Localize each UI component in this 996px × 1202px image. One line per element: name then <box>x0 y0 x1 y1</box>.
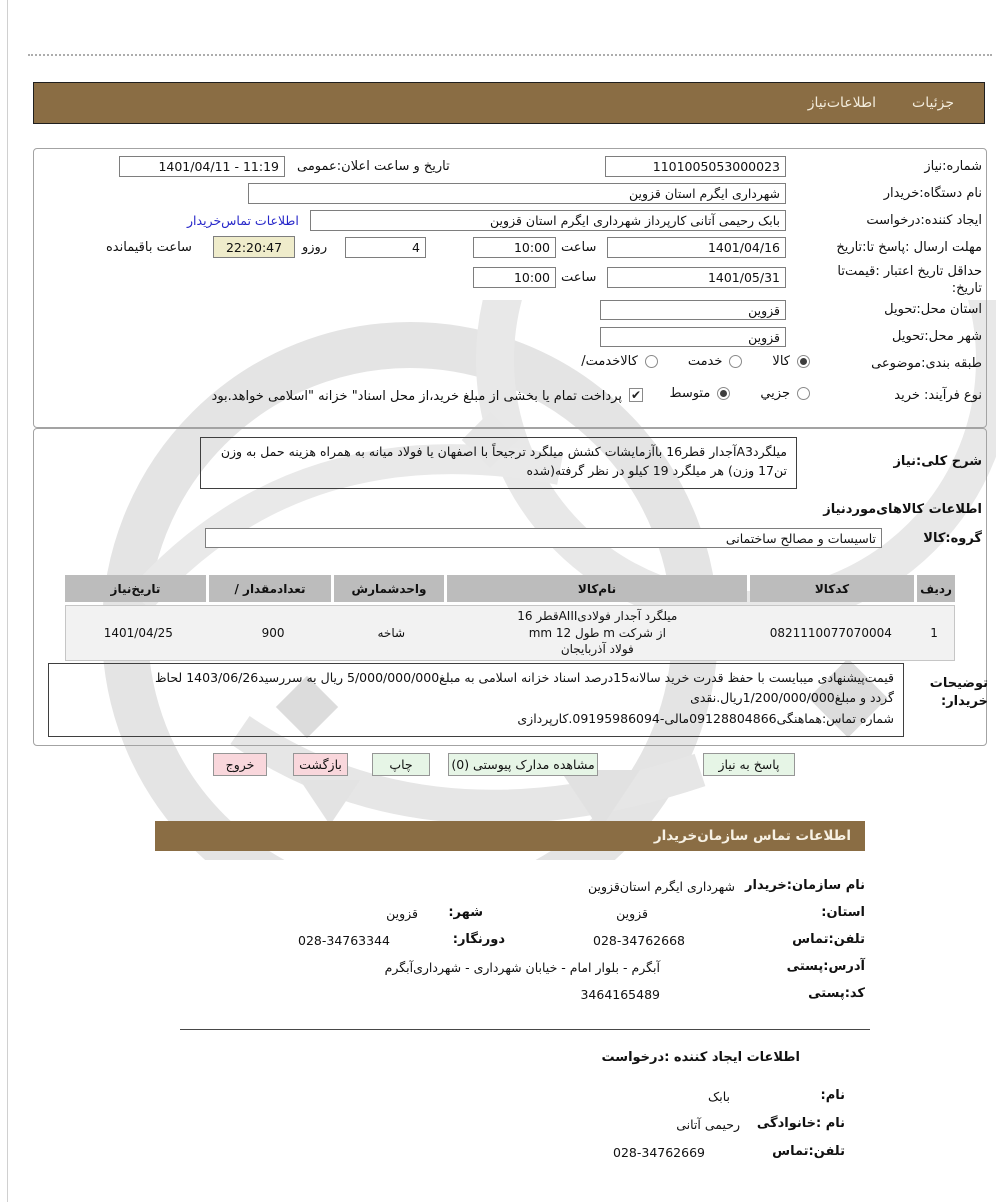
cell-item-code: 0821110077070004 <box>769 625 892 640</box>
cell-item-name: میلگرد آجدار فولادیAIIIقطر 16 mm طول 12 m از شرکت فولاد آذربایجان <box>517 608 678 657</box>
process-option-medium-label: متوسط <box>669 386 711 401</box>
category-option-goods[interactable] <box>772 354 810 369</box>
radio-medium-icon[interactable] <box>717 387 730 400</box>
cell-quantity: 900 <box>261 625 285 640</box>
treasury-payment-checkbox[interactable] <box>629 388 643 402</box>
subject-category-options <box>581 354 810 369</box>
validity-hour-label: ساعت <box>561 270 597 285</box>
exit-button[interactable]: خروج <box>213 753 267 776</box>
org-phone-value: 028-34762668 <box>593 933 685 948</box>
org-address-value: آبگرم - بلوار امام - خیابان شهرداری - شهرداری‌آبگرم <box>384 960 660 975</box>
tab-bar <box>33 82 985 124</box>
attachments-button[interactable]: مشاهده مدارک پیوستی (0) <box>448 753 598 776</box>
org-name-value: شهرداری ایگرم استان‌قزوین <box>587 879 735 894</box>
subject-category-label: طبقه بندی:موضوعی <box>871 356 982 371</box>
creator-last-name-value: رحیمی آتانی <box>676 1117 740 1132</box>
price-validity-date-field[interactable]: 1401/05/31 <box>607 267 786 288</box>
table-row[interactable] <box>65 605 955 661</box>
tab-details[interactable]: جزئیات <box>912 95 954 111</box>
price-validity-label-line2: تاریخ: <box>951 281 982 296</box>
countdown-timer: 22:20:47 <box>213 236 295 258</box>
need-description-label: شرح کلی:نیاز <box>893 454 982 469</box>
request-number-label: شماره:نیاز <box>924 159 982 174</box>
remarks-line: شماره تماس:هماهنگی09128804866مالی-09195986094.کارپردازی <box>517 710 894 726</box>
announce-datetime-field[interactable]: 11:19 - 1401/04/11 <box>119 156 285 177</box>
org-contact-header: اطلاعات تماس سازمان‌خریدار <box>155 821 865 851</box>
price-validity-time-field[interactable]: 10:00 <box>473 267 556 288</box>
col-unit: واحدشمارش <box>334 575 444 602</box>
request-creator-field[interactable]: بابک رحیمی آتانی کارپرداز شهرداری ایگرم استان قزوین <box>310 210 786 231</box>
org-city-value: قزوین <box>386 906 418 921</box>
org-fax-label: دورنگار: <box>452 932 505 947</box>
col-item-name: نام‌کالا <box>447 575 747 602</box>
tab-info-need[interactable]: اطلاعات‌نیاز <box>807 95 877 111</box>
reply-deadline-time-field[interactable]: 10:00 <box>473 237 556 258</box>
back-button[interactable]: بازگشت <box>293 753 348 776</box>
col-need-date: تاریخ‌نیاز <box>65 575 206 602</box>
respond-button[interactable]: پاسخ به نیاز <box>703 753 795 776</box>
process-type-label: نوع فرآیند: خرید <box>894 388 982 403</box>
reply-deadline-label: مهلت ارسال :پاسخ تا:تاریخ <box>836 240 982 255</box>
price-validity-label-line1: حداقل تاریخ اعتبار :قیمت‌تا <box>837 264 982 279</box>
category-option-goods-service-label: کالاخدمت/ <box>581 354 638 369</box>
col-item-code: کدکالا <box>750 575 914 602</box>
buyer-remarks-label-line1: توضیحات <box>929 676 988 691</box>
col-row-number: ردیف <box>917 575 955 602</box>
remarks-line: قیمت‌پیشنهادی میبایست با حفظ قدرت خرید سالانه15درصد اسناد خزانه اسلامی به مبلغ5/000/000/000 ریال به سررسید1403/06/26 لحاظ <box>154 670 894 685</box>
goods-info-heading: اطلاعات کالاهای‌موردنیاز <box>823 502 982 517</box>
remarks-line: گردد و مبلغ1/200/000/000ریال.نقدی <box>690 690 894 706</box>
announce-datetime-label: تاریخ و ساعت اعلان:عمومی <box>297 159 450 174</box>
creator-first-name-label: نام: <box>820 1088 845 1103</box>
creator-section-heading: اطلاعات ایجاد کننده :درخواست <box>601 1050 800 1065</box>
section-divider <box>180 1029 870 1030</box>
category-option-service[interactable] <box>688 354 743 369</box>
print-button[interactable]: چاپ <box>372 753 430 776</box>
left-frame-line <box>7 0 8 1202</box>
category-option-service-label: خدمت <box>687 354 723 369</box>
goods-group-field[interactable]: تاسیسات و مصالح ساختمانی <box>205 528 882 548</box>
org-postal-label: کد:پستی <box>808 986 865 1001</box>
need-description-box: میلگردA3آجدار قطر16 باآزمایشات کشش میلگرد ترجیحاً با اصفهان یا فولاد میانه به همراه هزینه حمل به وزن تن17 وزن) هر میلگرد 19 کیلو در نظر گرفته(شده <box>200 437 797 489</box>
cell-row-number: 1 <box>930 625 938 640</box>
remaining-days-field[interactable]: 4 <box>345 237 426 258</box>
org-address-label: آدرس:پستی <box>786 959 865 974</box>
col-quantity: تعدادمقدار / <box>209 575 331 602</box>
goods-table-header <box>65 575 955 602</box>
creator-first-name-value: بابک <box>708 1089 730 1104</box>
org-name-label: نام سازمان:خریدار <box>745 878 865 893</box>
request-creator-label: ایجاد کننده:درخواست <box>866 213 982 228</box>
org-province-label: استان: <box>821 905 865 920</box>
creator-phone-label: تلفن:تماس <box>772 1144 845 1159</box>
org-province-value: قزوین <box>616 906 648 921</box>
cell-unit: شاخه <box>377 625 406 640</box>
treasury-payment-label: پرداخت تمام یا بخشی از مبلغ خرید،از محل اسناد" خزانه "اسلامی خواهد.بود <box>211 389 622 404</box>
delivery-city-label: شهر محل:تحویل <box>892 329 982 344</box>
creator-last-name-label: نام :خانوادگی <box>756 1116 845 1131</box>
delivery-city-field[interactable]: قزوین <box>600 327 786 347</box>
buyer-remarks-box <box>48 663 904 737</box>
remaining-hours-label: ساعت باقیمانده <box>106 240 192 255</box>
delivery-province-label: استان محل:تحویل <box>884 302 982 317</box>
buyer-name-label: نام دستگاه:خریدار <box>883 186 982 201</box>
reply-deadline-date-field[interactable]: 1401/04/16 <box>607 237 786 258</box>
request-number-field[interactable]: 1101005053000023 <box>605 156 786 177</box>
creator-phone-value: 028-34762669 <box>613 1145 705 1160</box>
delivery-province-field[interactable]: قزوین <box>600 300 786 320</box>
buyer-remarks-label-line2: خریدار: <box>941 694 988 709</box>
org-city-label: شهر: <box>448 905 483 920</box>
cell-need-date: 1401/04/25 <box>103 625 173 640</box>
category-option-goods-service[interactable] <box>581 354 658 369</box>
deadline-hour-label: ساعت <box>561 240 597 255</box>
org-fax-value: 028-34763344 <box>298 933 390 948</box>
radio-goods-icon[interactable] <box>797 355 810 368</box>
org-postal-value: 3464165489 <box>580 987 660 1002</box>
days-unit-label: روزو <box>302 240 328 255</box>
category-option-goods-label: کالا <box>772 354 790 369</box>
goods-group-label: گروه:کالا <box>923 531 982 546</box>
radio-service-icon[interactable] <box>729 355 742 368</box>
process-option-minor-label: جزیي <box>760 386 790 401</box>
buyer-contact-link[interactable]: اطلاعات تماس‌خریدار <box>187 213 299 228</box>
org-phone-label: تلفن:تماس <box>792 932 865 947</box>
radio-goods-service-icon[interactable] <box>645 355 658 368</box>
radio-minor-icon[interactable] <box>797 387 810 400</box>
process-option-medium[interactable] <box>669 386 730 401</box>
buyer-name-field[interactable]: شهرداری ایگرم استان قزوین <box>248 183 786 204</box>
process-option-minor[interactable] <box>760 386 810 401</box>
process-type-options <box>669 386 810 401</box>
dotted-separator <box>28 54 992 56</box>
